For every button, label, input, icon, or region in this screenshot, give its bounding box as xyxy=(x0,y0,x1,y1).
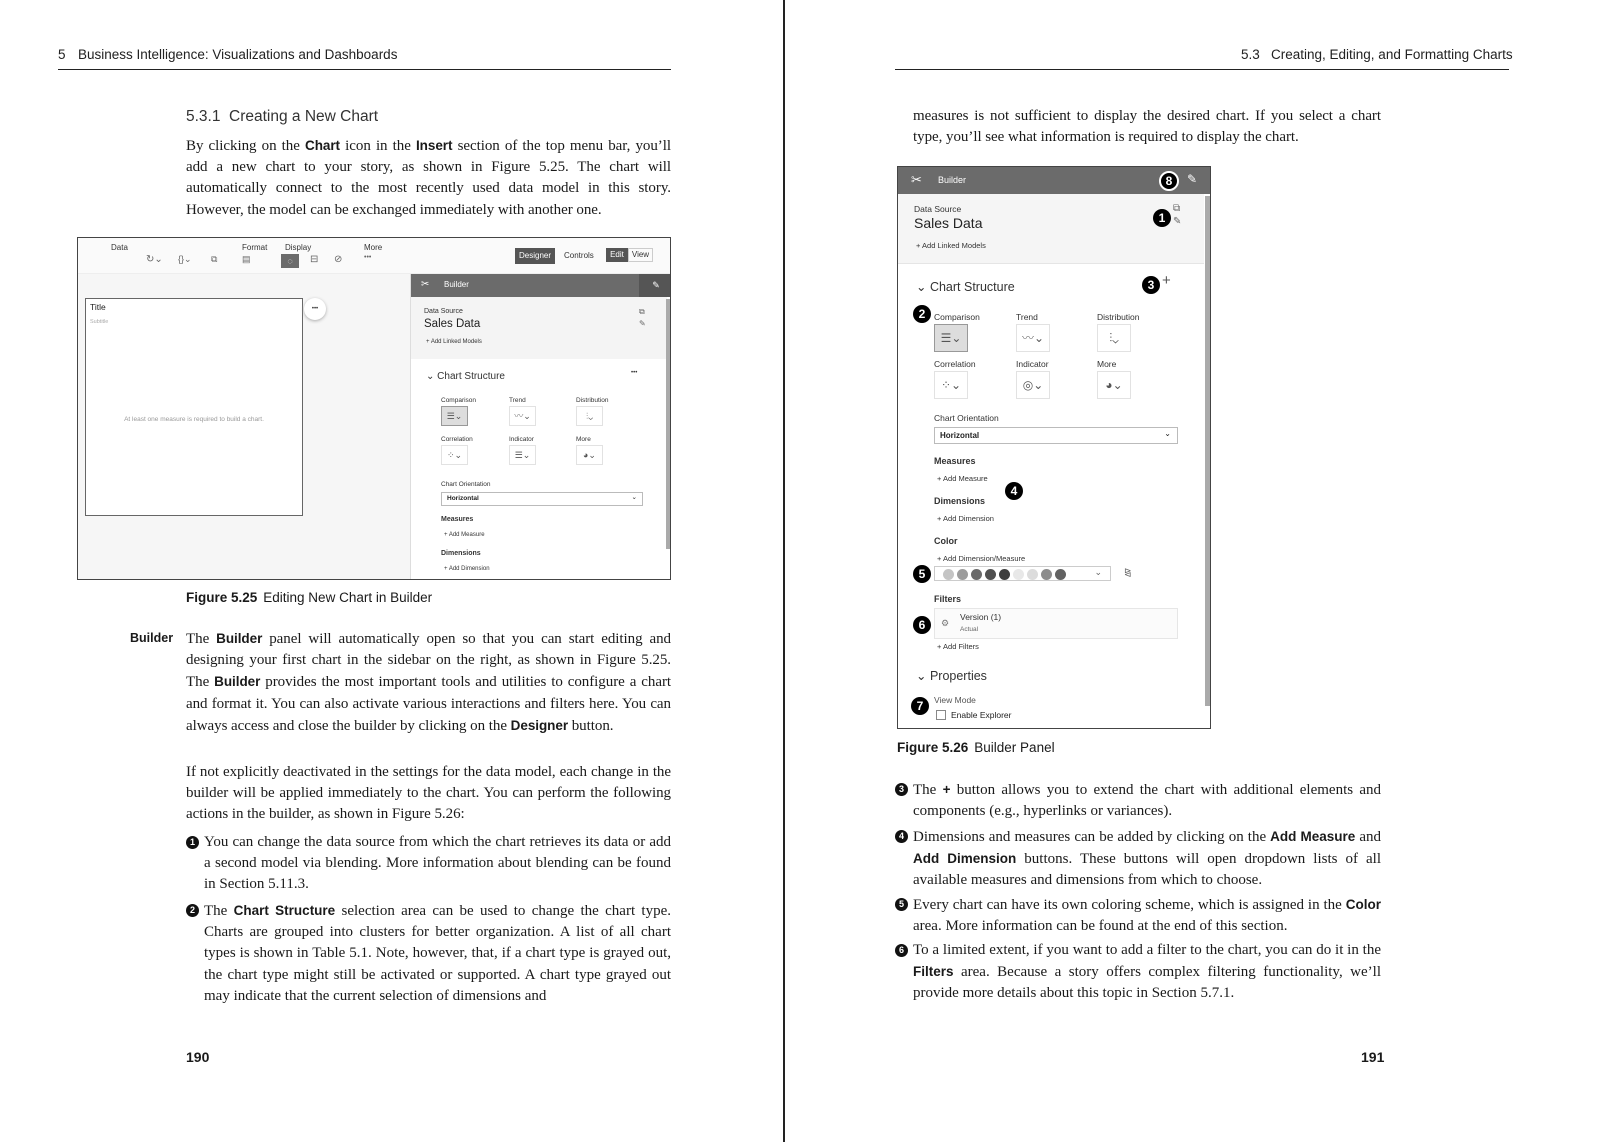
paragraph xyxy=(186,628,671,737)
text-segment: provides the most important tools and utilities to configure a chart and format it. You can also activate various interactions and filters here. You can always access and close the builder by clicking on the xyxy=(186,674,672,734)
add-color-dimension-button[interactable]: + Add Dimension/Measure xyxy=(937,554,1026,563)
section-number: 5.3 xyxy=(1241,47,1260,62)
chevron-down-icon: ⌄ xyxy=(916,669,930,683)
callout-number: 4 xyxy=(895,830,908,843)
callout-8: 8 xyxy=(1159,171,1179,191)
chart-structure-more[interactable]: ••• xyxy=(631,370,638,376)
format-pen-icon[interactable]: ✎ xyxy=(639,274,671,297)
palette-swatch xyxy=(1013,569,1024,580)
add-linked-models-button[interactable]: + Add Linked Models xyxy=(916,241,986,250)
type-label-distribution: Distribution xyxy=(1097,312,1140,322)
layout-icon[interactable]: ⊟ xyxy=(310,254,319,265)
builder-title: Builder xyxy=(938,175,967,185)
add-measure-button[interactable]: + Add Measure xyxy=(444,532,485,538)
chart-orientation-label: Chart Orientation xyxy=(441,481,491,488)
format-icon[interactable]: ▤ xyxy=(242,254,251,264)
edit-model-icon[interactable]: ✎ xyxy=(1173,216,1182,227)
edit-model-icon[interactable]: ✎ xyxy=(639,319,646,328)
type-label-distribution: Distribution xyxy=(576,397,609,404)
builder-header xyxy=(411,274,671,297)
text-segment: To a limited extent, if you want to add a filter to the chart, you can do it in the xyxy=(913,942,1381,958)
list-item-text xyxy=(913,829,1381,888)
measures-heading: Measures xyxy=(441,516,474,523)
list-item-text xyxy=(204,834,671,892)
toolbar-group-data: Data xyxy=(111,243,128,252)
builder-header xyxy=(898,167,1211,194)
trend-chart-icon[interactable]: 〰⌄ xyxy=(1016,324,1050,352)
text-segment: icon in the xyxy=(340,138,416,154)
distribution-chart-icon[interactable]: ⫶⌄ xyxy=(576,406,603,426)
chart-orientation-dropdown[interactable] xyxy=(441,492,643,506)
toolbar-group-format: Format xyxy=(242,243,268,252)
caption-text: Editing New Chart in Builder xyxy=(263,590,433,605)
list-item xyxy=(186,832,671,896)
view-mode-label: View Mode xyxy=(934,695,976,705)
bold-term: Add Measure xyxy=(1270,829,1356,844)
callout-2: 2 xyxy=(913,305,931,323)
bold-term: Chart xyxy=(305,138,341,153)
header-rule xyxy=(58,69,671,70)
format-pen-icon[interactable]: ✎ xyxy=(1187,172,1198,186)
chevron-down-icon: ⌄ xyxy=(1164,429,1171,438)
refresh-icon[interactable]: ↻⌄ xyxy=(146,254,163,265)
palette-swatch xyxy=(971,569,982,580)
dimensions-heading: Dimensions xyxy=(934,496,986,506)
palette-swatch xyxy=(985,569,996,580)
palette-swatch xyxy=(999,569,1010,580)
chart-structure-heading[interactable] xyxy=(916,279,1015,294)
designer-button[interactable]: Designer xyxy=(515,248,555,264)
toolbar-group-more: More xyxy=(364,243,383,252)
data-source-name: Sales Data xyxy=(914,215,983,231)
text-segment: You can change the data source from which the chart retrieves its data or add a second model via blending. More information about blending can be found in Section 5.11.3. xyxy=(204,834,671,893)
color-heading: Color xyxy=(934,536,958,546)
chart-widget[interactable] xyxy=(85,298,303,516)
add-dimension-button[interactable]: + Add Dimension xyxy=(937,514,994,523)
text-segment: Every chart can have its own coloring scheme, which is assigned in the xyxy=(913,897,1346,913)
figure-5-26-builder-panel xyxy=(897,166,1211,729)
data-source-name: Sales Data xyxy=(424,318,481,330)
switch-model-icon[interactable]: ⧉ xyxy=(1173,203,1181,214)
color-palette-dropdown[interactable] xyxy=(934,566,1111,581)
text-segment: selection area can be used to change the chart type. Charts are grouped into clusters for better organization. A list of all chart types is shown in Table 5.1. Note, however, that, if a chart type is grayed out, the chart type might still be activated or supported. A chart type grayed out may indicate that the current selection of dimensions and xyxy=(204,903,671,1004)
bold-term: Filters xyxy=(913,964,954,980)
chart-title: Title xyxy=(90,302,106,312)
chart-structure-label: Chart Structure xyxy=(929,280,1015,294)
text-segment: If not explicitly deactivated in the settings for the data model, each change in the builder will be applied immediately to the chart. You can perform the following actions in the builder, as shown in Figure 5.26: xyxy=(186,764,671,823)
type-label-correlation: Correlation xyxy=(934,359,976,369)
bold-term: + xyxy=(942,782,951,797)
caption-text: Builder Panel xyxy=(974,740,1055,755)
add-dimension-button[interactable]: + Add Dimension xyxy=(444,566,490,572)
section-title: Creating a New Chart xyxy=(229,108,379,125)
text-segment: button allows you to extend the chart with additional elements and components (e.g., hyperlinks or variances). xyxy=(913,782,1381,820)
list-item xyxy=(895,779,1381,822)
palette-swatch xyxy=(957,569,968,580)
caption-label: Figure 5.26 xyxy=(897,740,969,755)
text-segment: and xyxy=(1355,829,1381,845)
add-measure-button[interactable]: + Add Measure xyxy=(937,474,988,483)
chevron-down-icon: ⌄ xyxy=(916,280,930,294)
color-sync-icon[interactable]: ⧎ xyxy=(1124,567,1132,577)
comment-icon[interactable]: ◌ xyxy=(281,254,299,268)
type-label-indicator: Indicator xyxy=(1016,359,1049,369)
type-label-comparison: Comparison xyxy=(934,312,980,322)
filter-token[interactable] xyxy=(934,608,1178,639)
filter-name: Version (1) xyxy=(960,612,1002,622)
callout-6: 6 xyxy=(913,616,931,634)
type-label-trend: Trend xyxy=(509,397,526,404)
chart-structure-label: Chart Structure xyxy=(437,371,505,382)
builder-panel xyxy=(410,274,671,580)
data-source-label: Data Source xyxy=(424,308,463,315)
view-button[interactable]: View xyxy=(628,248,653,262)
bold-term: Chart Structure xyxy=(233,903,336,918)
caption-label: Figure 5.25 xyxy=(186,590,258,605)
text-segment: area. Because a story offers complex filtering functionality, we’ll provide more details about this topic in Section 5.7.1. xyxy=(913,964,1381,1002)
toolbar-group-display: Display xyxy=(285,243,312,252)
paragraph xyxy=(186,135,671,221)
properties-heading[interactable] xyxy=(916,668,987,683)
toolbar xyxy=(78,238,671,274)
callout-number: 5 xyxy=(895,898,908,911)
palette-swatch xyxy=(1055,569,1066,580)
list-item xyxy=(186,900,671,1007)
list-item xyxy=(895,940,1381,1005)
bold-term: Add Dimension xyxy=(913,851,1017,867)
filters-heading: Filters xyxy=(934,594,962,604)
list-item-text xyxy=(913,782,1381,819)
formula-icon[interactable]: {}⌄ xyxy=(178,254,192,264)
margin-note: Builder xyxy=(130,631,174,645)
chart-orientation-dropdown[interactable] xyxy=(934,427,1178,444)
compass-icon[interactable]: ⊘ xyxy=(334,254,343,265)
text-segment: Dimensions and measures can be added by clicking on the xyxy=(913,829,1271,845)
correlation-chart-icon[interactable]: ⁘⌄ xyxy=(934,371,968,399)
text-segment: The xyxy=(204,903,234,919)
type-label-more: More xyxy=(1097,359,1117,369)
chapter-number: 5 xyxy=(58,47,66,62)
page-gutter xyxy=(783,0,785,1142)
switch-model-icon[interactable]: ⧉ xyxy=(639,307,645,316)
text-segment: section of the top menu bar, you’ll add a new chart to your story, as shown in Figure 5.25. The chart will automatically connect to the most recently used data model in this story. However, the model can be exchanged immediately with another one. xyxy=(186,138,671,218)
list-item xyxy=(895,894,1381,937)
copy-icon[interactable]: ⧉ xyxy=(211,254,218,264)
bold-term: Designer xyxy=(510,717,569,733)
list-item-text xyxy=(204,903,671,1004)
list-item-text xyxy=(913,942,1381,1001)
figure-caption xyxy=(186,590,432,605)
chevron-down-icon: ⌄ xyxy=(631,494,637,501)
header-rule xyxy=(895,69,1509,70)
controls-button[interactable]: Controls xyxy=(564,251,594,260)
more-chart-icon[interactable]: ◕⌄ xyxy=(1097,371,1131,399)
type-label-more: More xyxy=(576,436,591,443)
paragraph xyxy=(186,762,671,826)
list-item-text xyxy=(913,897,1381,934)
type-label-comparison: Comparison xyxy=(441,397,477,404)
more-icon[interactable]: ••• xyxy=(364,254,372,261)
comparison-chart-icon[interactable]: ☰⌄ xyxy=(441,406,468,426)
callout-1: 1 xyxy=(1153,209,1171,227)
callout-7: 7 xyxy=(911,697,929,715)
text-segment: panel will automatically open so that you can start editing and designing your first chart in the sidebar on the right, as shown in Figure 5.25. The xyxy=(186,631,671,691)
chart-more-button[interactable]: ••• xyxy=(304,298,326,320)
data-source-label: Data Source xyxy=(914,204,962,214)
callout-number: 1 xyxy=(186,836,199,849)
chart-subtitle: Subtitle xyxy=(90,319,109,325)
paragraph xyxy=(913,106,1381,148)
edit-button[interactable]: Edit xyxy=(606,248,628,262)
callout-5: 5 xyxy=(913,565,931,583)
add-filters-button[interactable]: + Add Filters xyxy=(937,642,979,651)
palette-swatch xyxy=(1041,569,1052,580)
page-number: 191 xyxy=(1361,1049,1385,1065)
chart-orientation-label: Chart Orientation xyxy=(934,413,999,423)
text-segment: The xyxy=(186,631,217,647)
filter-value: Actual xyxy=(960,626,979,633)
chevron-down-icon: ⌄ xyxy=(1094,567,1102,577)
text-segment: measures is not sufficient to display the desired chart. If you select a chart type, you’ll see what information is required to display the chart. xyxy=(913,108,1381,146)
callout-number: 6 xyxy=(895,944,908,957)
palette-swatch xyxy=(943,569,954,580)
bold-term: Insert xyxy=(415,138,453,153)
distribution-chart-icon[interactable]: ⫶⌄ xyxy=(1097,324,1131,352)
add-linked-models-button[interactable]: + Add Linked Models xyxy=(426,339,482,345)
callout-number: 3 xyxy=(895,783,908,796)
enable-explorer-checkbox[interactable] xyxy=(936,710,946,720)
properties-label: Properties xyxy=(929,669,987,683)
builder-title: Builder xyxy=(444,280,469,289)
filter-icon: ⚙ xyxy=(941,618,950,628)
bold-term: Builder xyxy=(216,631,263,646)
text-segment: By clicking on the xyxy=(186,138,305,154)
figure-caption xyxy=(897,740,1055,755)
section-title: Creating, Editing, and Formatting Charts xyxy=(1271,47,1513,62)
chart-orientation-value: Horizontal xyxy=(447,495,479,502)
text-segment: area. More information can be found at the end of this section. xyxy=(913,918,1288,935)
list-item xyxy=(895,826,1381,892)
bold-term: Color xyxy=(1345,897,1381,912)
figure-5-25 xyxy=(77,237,671,580)
tools-icon: ✂ xyxy=(911,172,922,187)
text-segment: button. xyxy=(568,717,614,734)
empty-chart-message: At least one measure is required to build a chart. xyxy=(124,416,264,423)
scrollbar[interactable] xyxy=(666,299,671,549)
page-number: 190 xyxy=(186,1049,210,1065)
chart-structure-heading[interactable] xyxy=(426,371,505,382)
type-label-trend: Trend xyxy=(1016,312,1038,322)
measures-heading: Measures xyxy=(934,456,976,466)
bold-term: Builder xyxy=(214,674,261,690)
add-component-button[interactable]: + xyxy=(1162,272,1171,289)
type-label-correlation: Correlation xyxy=(441,436,473,443)
callout-number: 2 xyxy=(186,904,199,917)
chart-orientation-value: Horizontal xyxy=(940,431,980,440)
enable-explorer-label: Enable Explorer xyxy=(951,710,1012,720)
type-label-indicator: Indicator xyxy=(509,436,534,443)
scrollbar[interactable] xyxy=(1205,196,1210,706)
text-segment: buttons. These buttons will open dropdown lists of all available measures and dimensions from which to choose. xyxy=(913,851,1381,889)
tools-icon: ✂ xyxy=(421,279,430,290)
indicator-chart-icon[interactable]: ☰⌄ xyxy=(509,445,536,465)
indicator-chart-icon[interactable]: ◎⌄ xyxy=(1016,371,1050,399)
chapter-title: Business Intelligence: Visualizations and Dashboards xyxy=(78,47,398,62)
section-number: 5.3.1 xyxy=(186,108,221,125)
correlation-chart-icon[interactable]: ⁘⌄ xyxy=(441,445,468,465)
trend-chart-icon[interactable]: 〰⌄ xyxy=(509,406,536,426)
chevron-down-icon: ⌄ xyxy=(426,371,438,382)
text-segment: The xyxy=(913,782,943,798)
more-chart-icon[interactable]: ◕⌄ xyxy=(576,445,603,465)
callout-4: 4 xyxy=(1005,482,1023,500)
data-source-section xyxy=(411,297,667,359)
callout-3: 3 xyxy=(1142,276,1160,294)
data-source-section xyxy=(898,194,1204,264)
palette-swatch xyxy=(1027,569,1038,580)
comparison-chart-icon[interactable]: ☰⌄ xyxy=(934,324,968,352)
dimensions-heading: Dimensions xyxy=(441,550,481,557)
